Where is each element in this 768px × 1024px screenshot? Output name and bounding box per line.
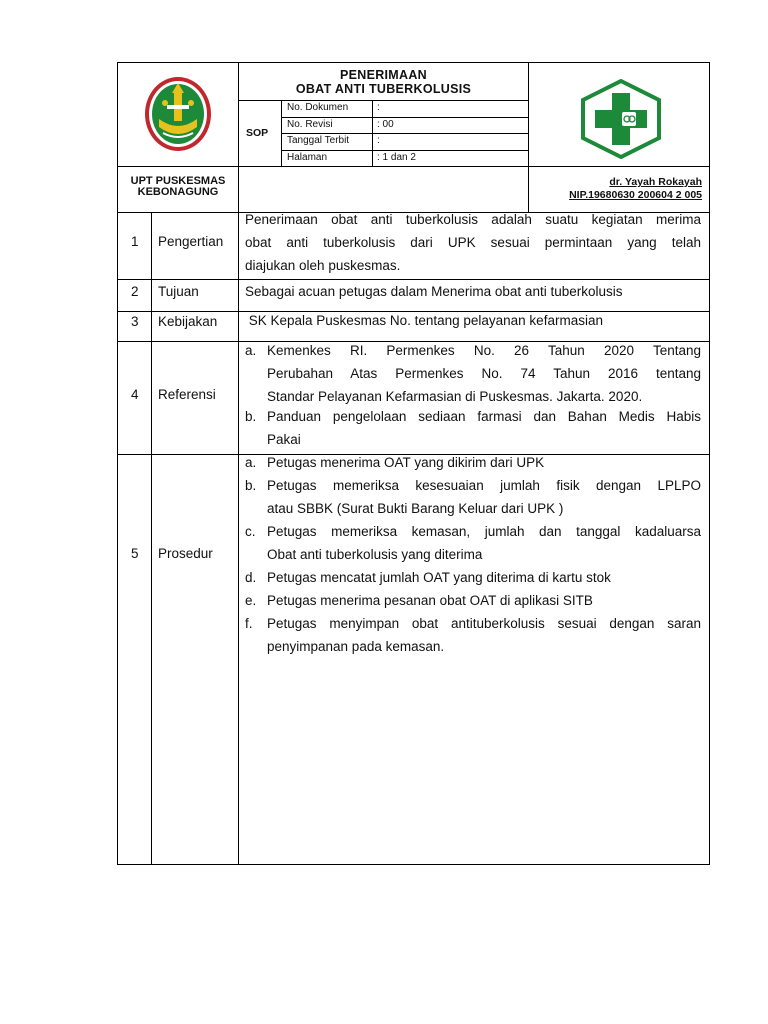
prosedur-item-b [245,474,701,520]
meta-value-no-revisi: : 00 [377,119,394,130]
sop-label: SOP [246,127,269,139]
referensi-item-marker: b. [245,409,257,424]
prosedur-item-marker: b. [245,478,257,493]
referensi-item-line: Kemenkes RI. Permenkes No. 26 Tahun 2020 Tentang [267,343,701,358]
row-3-label: Kebijakan [158,314,218,329]
referensi-item-line: Pakai [267,432,301,447]
puskesmas-logo [580,79,662,159]
prosedur-item-c [245,520,701,566]
row-1-line: obat anti tuberkolusis dari UPK sesuai permintaan yang telah [245,235,701,250]
prosedur-item-marker: c. [245,524,256,539]
row-2-content: Sebagai acuan petugas dalam Menerima obat anti tuberkolusis [245,284,623,299]
regional-emblem-logo [143,75,213,153]
prosedur-item-line: Petugas menerima OAT yang dikirim dari UPK [267,455,545,470]
prosedur-item-marker: a. [245,455,257,470]
row-3-number: 3 [131,314,139,329]
doc-title-line2: OBAT ANTI TUBERKOLUSIS [295,82,472,96]
org-name-line2: KEBONAGUNG [137,186,219,198]
prosedur-item-line: atau SBBK (Surat Bukti Barang Keluar dari UPK ) [267,501,564,516]
prosedur-item-e [245,589,701,612]
prosedur-item-marker: d. [245,570,257,585]
row-1-line: diajukan oleh puskesmas. [245,258,401,273]
row-1-label: Pengertian [158,234,224,249]
signer-nip: NIP.19680630 200604 2 005 [569,189,702,201]
prosedur-item-marker: f. [245,616,253,631]
row-5-number: 5 [131,546,139,561]
row-2-number: 2 [131,284,139,299]
meta-label-no-revisi: No. Revisi [287,119,333,130]
prosedur-item-line: Petugas mencatat jumlah OAT yang diterima di kartu stok [267,570,611,585]
prosedur-item-line: Petugas memeriksa kemasan, jumlah dan tanggal kadaluarsa [267,524,701,539]
meta-value-tanggal-terbit: : [377,135,380,146]
doc-title-line1: PENERIMAAN [339,68,428,82]
referensi-item-line: Panduan pengelolaan sediaan farmasi dan Bahan Medis Habis [267,409,701,424]
row-4-number: 4 [131,387,139,402]
referensi-item-a [245,339,701,408]
prosedur-item-line: Petugas menyimpan obat antituberkolusis sesuai dengan saran [267,616,701,631]
prosedur-item-a [245,451,701,474]
referensi-item-line: Perubahan Atas Permenkes No. 74 Tahun 2016 tentang [267,366,701,381]
org-name-line1: UPT PUSKESMAS [130,175,226,187]
referensi-item-b [245,405,701,451]
referensi-item-marker: a. [245,343,257,358]
row-2-label: Tujuan [158,284,199,299]
row-3-content: SK Kepala Puskesmas No. tentang pelayanan kefarmasian [245,313,603,328]
prosedur-item-line: penyimpanan pada kemasan. [267,639,445,654]
prosedur-item-marker: e. [245,593,257,608]
row-4-label: Referensi [158,387,216,402]
prosedur-item-line: Petugas memeriksa kesesuaian jumlah fisik dengan LPLPO [267,478,701,493]
row-5-label: Prosedur [158,546,213,561]
prosedur-item-line: Obat anti tuberkolusis yang diterima [267,547,483,562]
meta-value-no-dokumen: : [377,102,380,113]
meta-label-no-dokumen: No. Dokumen [287,102,349,113]
meta-label-halaman: Halaman [287,152,328,163]
row-1-content [245,208,701,277]
meta-label-tanggal-terbit: Tanggal Terbit [287,135,350,146]
prosedur-item-line: Petugas menerima pesanan obat OAT di aplikasi SITB [267,593,593,608]
row-1-number: 1 [131,234,139,249]
prosedur-item-d [245,566,701,589]
signer-name: dr. Yayah Rokayah [609,176,702,188]
row-1-line: Penerimaan obat anti tuberkolusis adalah suatu kegiatan merima [245,212,701,227]
prosedur-item-f [245,612,701,658]
referensi-item-line: Standar Pelayanan Kefarmasian di Puskesmas. Jakarta. 2020. [267,389,643,404]
meta-value-halaman: : 1 dan 2 [377,152,416,163]
